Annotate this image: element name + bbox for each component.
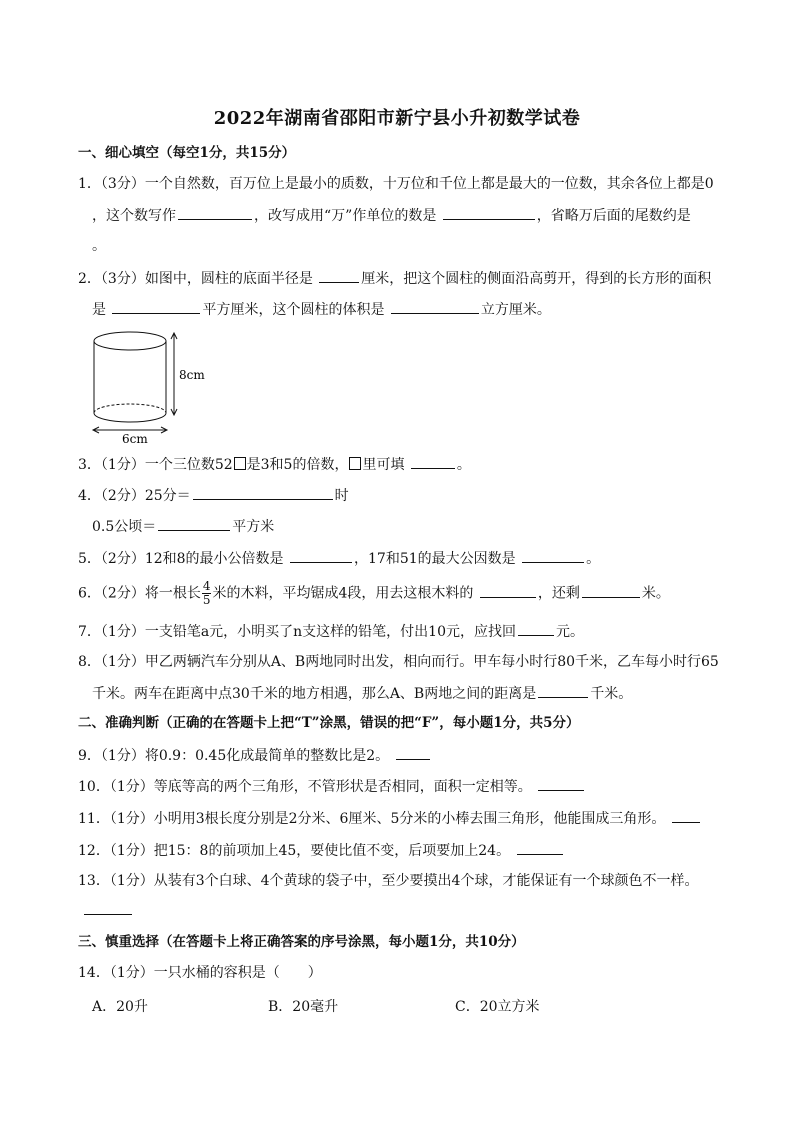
- question-5-text-b: ，17和51的最大公因数是: [354, 551, 516, 567]
- answer-blank[interactable]: [319, 268, 359, 283]
- question-10: [78, 776, 586, 797]
- question-2-text-b: 厘米，把这个圆柱的侧面沿高剪开，得到的长方形的面积: [361, 271, 712, 287]
- answer-blank[interactable]: [112, 299, 200, 314]
- fraction-numerator: 4: [202, 579, 211, 593]
- question-13: 13．（1分）从装有3个白球、4个黄球的袋子中，至少要摸出4个球，才能保证有一个球颜色不一样。: [78, 873, 699, 889]
- answer-blank[interactable]: [396, 745, 430, 760]
- question-7-text-b: 元。: [556, 624, 584, 640]
- question-1-line-2: [92, 205, 691, 226]
- question-6-text-a: 6．（2分）将一根长: [78, 585, 201, 602]
- answer-blank[interactable]: [84, 900, 132, 915]
- option-c[interactable]: C．20立方米: [455, 999, 540, 1015]
- question-5-text-a: 5．（2分）12和8的最小公倍数是: [78, 551, 284, 567]
- answer-blank[interactable]: [391, 299, 479, 314]
- question-3-text-b: 是3和5的倍数，: [246, 457, 349, 473]
- digit-box: [349, 457, 361, 470]
- question-5-text-c: 。: [586, 551, 601, 567]
- answer-blank[interactable]: [518, 621, 554, 636]
- cylinder-bottom-back: [94, 404, 166, 413]
- answer-blank[interactable]: [480, 583, 536, 598]
- question-1-text-c: ，省略万后面的尾数约是: [536, 208, 691, 224]
- question-11-text: 11．（1分）小明用3根长度分别是2分米、6厘米、5分米的小棒去围三角形，他能围成三角形。: [78, 811, 666, 827]
- question-7: [78, 621, 584, 642]
- cylinder-top-ellipse: [94, 332, 166, 350]
- question-10-text: 10．（1分）等底等高的两个三角形，不管形状是否相同，面积一定相等。: [78, 779, 532, 795]
- cylinder-bottom-front: [94, 413, 166, 422]
- answer-blank[interactable]: [178, 205, 252, 220]
- section-3-heading: 三、慎重选择（在答题卡上将正确答案的序号涂黑，每小题1分，共10分）: [78, 934, 525, 950]
- question-8-text-a: 千米。两车在距离中点30千米的地方相遇，那么A、B两地之间的距离是: [92, 686, 537, 702]
- exam-title: 2022年湖南省邵阳市新宁县小升初数学试卷: [213, 108, 581, 129]
- answer-blank[interactable]: [672, 808, 700, 823]
- question-4-line-2: [92, 516, 274, 537]
- question-6-text-d: 米。: [641, 585, 670, 602]
- question-12: [78, 840, 565, 861]
- question-13-answer-line: [82, 900, 134, 921]
- question-6-text-c: ，还剩: [537, 585, 580, 602]
- question-3-text-a: 3．（1分）一个三位数52: [78, 457, 233, 473]
- question-8-line-1: 8．（1分）甲乙两辆汽车分别从A、B两地同时出发，相向而行。甲车每小时行80千米，乙车每小时行65: [78, 654, 719, 670]
- question-4-line-1: [78, 485, 349, 506]
- question-3-text-c: 里可填: [362, 457, 405, 473]
- question-5: [78, 548, 600, 569]
- fraction: [202, 580, 212, 607]
- question-4-text-a: 4．（2分）25分＝: [78, 488, 191, 504]
- section-2-heading: 二、准确判断（正确的在答题卡上把“T”涂黑，错误的把“F”，每小题1分，共5分）: [78, 715, 580, 731]
- answer-blank[interactable]: [517, 840, 563, 855]
- question-2-text-c2: 立方厘米。: [480, 302, 551, 318]
- digit-box: [234, 457, 246, 470]
- question-4-text-d: 平方米: [232, 519, 275, 535]
- answer-blank[interactable]: [290, 548, 352, 563]
- question-4-text-c: 0.5公顷＝: [92, 519, 157, 535]
- answer-blank[interactable]: [411, 454, 455, 469]
- question-1-text-a: ，这个数写作: [92, 208, 176, 224]
- diameter-label: 6cm: [122, 432, 148, 446]
- question-9: [78, 745, 432, 766]
- answer-blank[interactable]: [158, 516, 230, 531]
- option-a[interactable]: A．20升: [92, 999, 148, 1015]
- fraction-denominator: 5: [202, 593, 211, 607]
- question-3: [78, 454, 471, 475]
- answer-blank[interactable]: [538, 683, 588, 698]
- question-11: [78, 808, 702, 829]
- question-1-text-b: ，改写成用“万”作单位的数是: [254, 208, 437, 224]
- question-3-text-d: 。: [456, 457, 471, 473]
- question-2-text-a: 2．（3分）如图中，圆柱的底面半径是: [78, 271, 313, 287]
- answer-blank[interactable]: [443, 205, 535, 220]
- question-14: 14．（1分）一只水桶的容积是（ ）: [78, 965, 322, 981]
- question-6: [78, 580, 670, 607]
- question-2-text-b2: 平方厘米，这个圆柱的体积是: [202, 302, 385, 318]
- answer-blank[interactable]: [522, 548, 584, 563]
- question-12-text: 12．（1分）把15：8的前项加上45，要使比值不变，后项要加上24。: [78, 843, 511, 859]
- answer-blank[interactable]: [538, 776, 584, 791]
- question-2-text-a2: 是: [92, 302, 106, 318]
- question-4-text-b: 时: [334, 488, 349, 504]
- question-8-text-b: 千米。: [590, 686, 633, 702]
- question-9-text: 9．（1分）将0.9：0.45化成最简单的整数比是2。: [78, 748, 390, 764]
- answer-blank[interactable]: [193, 485, 333, 500]
- answer-blank[interactable]: [582, 583, 640, 598]
- section-1-heading: 一、细心填空（每空1分，共15分）: [78, 145, 296, 161]
- cylinder-figure: [88, 328, 218, 446]
- question-6-text-b: 米的木料，平均锯成4段，用去这根木料的: [212, 585, 474, 602]
- question-1-line-3: 。: [92, 238, 106, 254]
- option-b[interactable]: B．20毫升: [268, 999, 339, 1015]
- question-2-line-2: [92, 299, 551, 320]
- question-2-line-1: [78, 268, 711, 289]
- height-label: 8cm: [179, 368, 205, 382]
- question-1-line-1: 1．（3分）一个自然数，百万位上是最小的质数，十万位和千位上都是最大的一位数，其余各位上都是0: [78, 176, 714, 192]
- question-7-text-a: 7．（1分）一支铅笔a元，小明买了n支这样的铅笔，付出10元，应找回: [78, 624, 516, 640]
- question-8-line-2: [92, 683, 632, 704]
